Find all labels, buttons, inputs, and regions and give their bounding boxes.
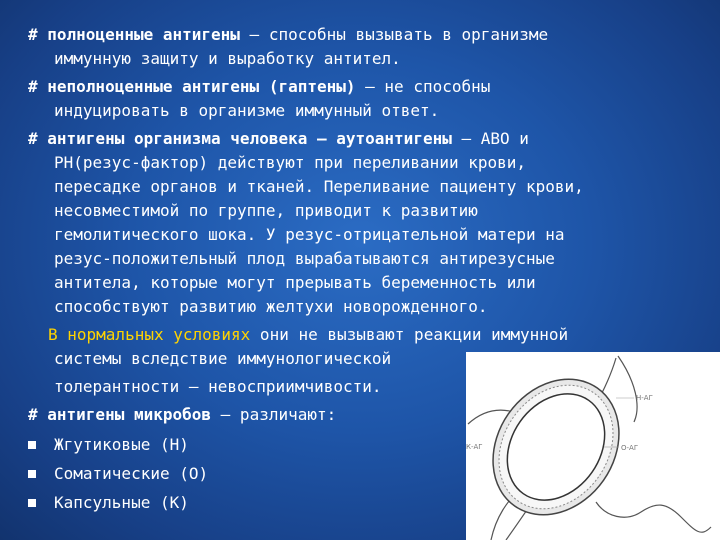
text-line-6: РН(резус-фактор) действуют при переливании крови, — [54, 153, 527, 172]
bullet-item-capsular: Капсульные (К) — [54, 493, 189, 512]
bacterium-antigen-diagram — [466, 352, 720, 540]
text-line-11: антитела, которые могут прерывать беременность или — [54, 273, 536, 292]
text-line-3 — [28, 76, 490, 98]
text-fragment: – АВО и — [451, 129, 529, 148]
text-line-16 — [28, 404, 336, 426]
text-line-4: индуцировать в организме иммунный ответ. — [54, 101, 440, 120]
term-full-antigens: # полноценные антигены — [28, 25, 240, 44]
text-line-9: гемолитического шока. У резус-отрицательной матери на — [54, 225, 565, 244]
text-line-2: иммунную защиту и выработку антител. — [54, 49, 401, 68]
label-k-antigen: К-АГ — [466, 443, 483, 451]
text-line-8: несовместимой по группе, приводит к развитию — [54, 201, 478, 220]
text-line-5 — [28, 128, 529, 150]
text-fragment: они не вызывают реакции иммунной — [250, 325, 569, 344]
term-haptens: # неполноценные антигены (гаптены) — [28, 77, 356, 96]
text-line-1 — [28, 24, 548, 46]
text-line-10: резус-положительный плод вырабатываются антирезусные — [54, 249, 555, 268]
text-line-12: способствуют развитию желтухи новорожденного. — [54, 297, 488, 316]
bullet-marker — [28, 441, 36, 449]
bacterium-illustration — [466, 352, 720, 540]
bullet-marker — [28, 499, 36, 507]
bullet-item-flagellar: Жгутиковые (Н) — [54, 435, 189, 454]
term-autoantigens: # антигены организма человека – аутоантигены — [28, 129, 452, 148]
highlight-normal-conditions: В нормальных условиях — [48, 325, 251, 344]
text-line-14: системы вследствие иммунологической — [54, 349, 392, 368]
bullet-item-somatic: Соматические (О) — [54, 464, 209, 483]
text-fragment: – не способны — [355, 77, 491, 96]
text-fragment: – различают: — [211, 405, 337, 424]
bullet-marker — [28, 470, 36, 478]
text-line-7: пересадке органов и тканей. Переливание пациенту крови, — [54, 177, 584, 196]
text-fragment: – способны вызывать в организме — [239, 25, 549, 44]
label-o-antigen: О-АГ — [621, 444, 639, 452]
label-h-antigen: Н-АГ — [636, 394, 653, 402]
flagellum-line — [618, 356, 637, 422]
text-line-15: толерантности – невосприимчивости. — [54, 377, 382, 396]
term-microbial-antigens: # антигены микробов — [28, 405, 212, 424]
text-line-13 — [48, 324, 568, 346]
flagellum-line — [596, 502, 711, 532]
